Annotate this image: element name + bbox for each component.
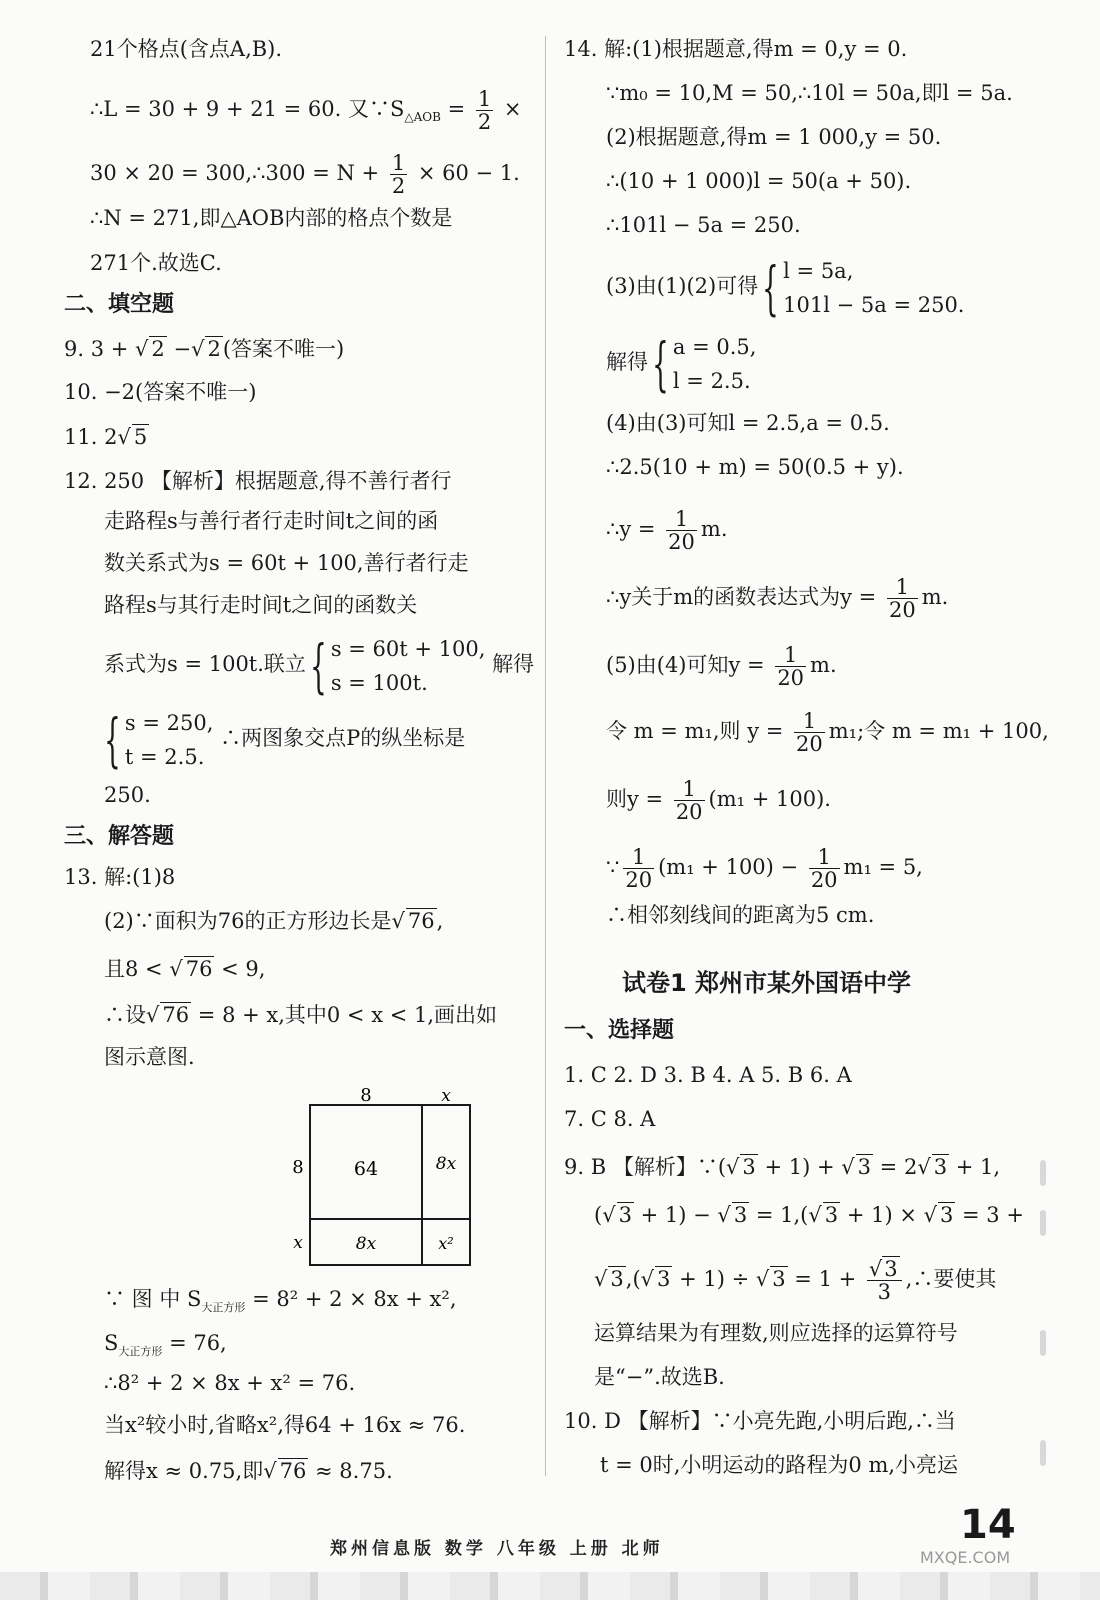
text-line: 21个格点(含点A,B). <box>90 37 283 61</box>
fig-cell-8x-right: 8x <box>435 1154 457 1174</box>
text-line: 系式为s = 100t.联立{ s = 60t + 100, s = 100t. 解得 <box>104 631 535 700</box>
text-line: ∵ 图 中 $S_{大正方形} = 8^2 + 2 \times 8x + x^2$, <box>104 1287 457 1315</box>
text-line: 数关系式为s = 60t + 100,善行者行走 <box>104 551 469 575</box>
text-line: ∴(10 + 1 000)l = 50(a + 50). <box>606 169 912 193</box>
column-divider <box>545 36 546 1476</box>
fig-label-top-x: x <box>441 1086 451 1106</box>
fig-label-side-x: x <box>293 1233 303 1253</box>
text-line: { s = 250, t = 2.5. ∴两图象交点P的纵坐标是 <box>104 705 466 774</box>
text-line: 令 m = m₁,则 y = $\frac{1}{20}$ m₁;令 m = m₁ + 100, <box>606 709 1049 757</box>
text-line: 且8 < √ 76 < 9, <box>104 957 266 981</box>
text-line: ∴设√ 76 = 8 + x,其中0 < x < 1,画出如 <box>104 1003 498 1027</box>
scan-artifact <box>1040 1210 1046 1236</box>
section-heading: 一、选择题 <box>564 1018 675 1043</box>
answer-9: 9. 3 + √ 2 −√ 2(答案不唯一) <box>64 337 345 361</box>
text-line: ∴101l − 5a = 250. <box>606 213 801 237</box>
section-heading: 二、填空题 <box>64 292 175 317</box>
section-heading: 三、解答题 <box>64 824 175 849</box>
answer-11: 11. 2√ 5 <box>64 425 148 449</box>
text-line: 图示意图. <box>104 1045 195 1069</box>
fig-cell-64: 64 <box>353 1158 379 1180</box>
scan-artifact <box>1040 1330 1046 1356</box>
text-line: ∵m₀ = 10,M = 50,∴10l = 50a,即l = 5a. <box>606 81 1013 105</box>
text-line: (2)∵面积为76的正方形边长是√ 76, <box>104 909 444 933</box>
answer-10: 10. D 【解析】∵小亮先跑,小明后跑,∴当 <box>564 1409 956 1433</box>
text-line: √ 3,(√ 3 + 1) ÷ √ 3 = 1 + $\frac{√3}{3}$ ,∴要使其 <box>594 1257 997 1305</box>
fig-label-top-8: 8 <box>360 1085 372 1106</box>
page-number: 14 <box>960 1502 1016 1548</box>
text-line: 则y = $\frac{1}{20}$ (m₁ + 100). <box>606 777 831 825</box>
text-line: (5)由(4)可知y = $\frac{1}{20}$ m. <box>606 643 837 691</box>
text-line: $S_{大正方形} = 76$, <box>104 1331 227 1359</box>
text-line: 运算结果为有理数,则应选择的运算符号 <box>594 1321 958 1345</box>
answer-key-row: 1. C 2. D 3. B 4. A 5. B 6. A <box>564 1063 852 1087</box>
text-line: ∴N = 271,即△AOB内部的格点个数是 <box>90 206 453 230</box>
text-line: 当x²较小时,省略x²,得64 + 16x ≈ 76. <box>104 1413 466 1437</box>
text-line: (√ 3 + 1) − √ 3 = 1,(√ 3 + 1) × √ 3 = 3 + <box>594 1203 1024 1227</box>
text-line: ∴2.5(10 + m) = 50(0.5 + y). <box>606 455 904 479</box>
fig-cell-8x-bottom: 8x <box>355 1234 377 1254</box>
text-line: 250. <box>104 783 151 807</box>
page-footer: 郑州信息版 数学 八年级 上册 北师 <box>330 1539 664 1559</box>
text-line: (3)由(1)(2)可得{ l = 5a, 101l − 5a = 250. <box>606 253 965 322</box>
fig-cell-x2: x² <box>438 1234 454 1253</box>
text-line: 30 × 20 = 300,∴300 = N + $\frac{1}{2}$ × 60 − 1. <box>90 151 520 199</box>
text-line: ∵ $\frac{1}{20}$ (m₁ + 100) − $\frac{1}{20}$ m₁ = 5, <box>606 845 923 893</box>
text-line: ∴8² + 2 × 8x + x² = 76. <box>104 1371 356 1395</box>
text-line: 解得x ≈ 0.75,即√ 76 ≈ 8.75. <box>104 1459 393 1483</box>
text-line: ∴L = 30 + 9 + 21 = 60. 又$\because S_{\triangle AOB}$ = $\frac{1}{2}$ × <box>90 87 522 135</box>
text-line: 271个.故选C. <box>90 251 222 275</box>
text-line: ∴y = $\frac{1}{20}$ m. <box>606 507 728 555</box>
square-area-figure <box>282 1085 482 1275</box>
scan-artifact <box>1040 1160 1046 1186</box>
text-line: t = 0时,小明运动的路程为0 m,小亮运 <box>600 1453 959 1477</box>
answer-12: 12. 250 【解析】根据题意,得不善行者行 <box>64 469 452 493</box>
text-line: ∴y关于m的函数表达式为y = $\frac{1}{20}$ m. <box>606 575 949 623</box>
answer-14: 14. 解:(1)根据题意,得m = 0,y = 0. <box>564 37 908 61</box>
watermark-text: MXQE.COM <box>920 1548 1011 1567</box>
text-line: 路程s与其行走时间t之间的函数关 <box>104 593 418 617</box>
answer-10: 10. −2(答案不唯一) <box>64 380 257 404</box>
text-line: (2)根据题意,得m = 1 000,y = 50. <box>606 125 942 149</box>
text-line: 是“−”.故选B. <box>594 1365 725 1389</box>
answer-9: 9. B 【解析】∵(√ 3 + 1) + √ 3 = 2√ 3 + 1, <box>564 1155 1001 1179</box>
text-line: 解得{ a = 0.5, l = 2.5. <box>606 329 757 398</box>
test-title: 试卷1 郑州市某外国语中学 <box>622 969 912 997</box>
scan-artifact <box>1040 1440 1046 1466</box>
scan-edge-artifact <box>0 1572 1100 1600</box>
text-line: (4)由(3)可知l = 2.5,a = 0.5. <box>606 411 890 435</box>
answer-key-row: 7. C 8. A <box>564 1107 656 1131</box>
text-line: 走路程s与善行者行走时间t之间的函 <box>104 509 439 533</box>
fig-label-side-8: 8 <box>292 1157 304 1178</box>
text-line: ∴相邻刻线间的距离为5 cm. <box>606 903 875 927</box>
answer-13: 13. 解:(1)8 <box>64 865 176 889</box>
